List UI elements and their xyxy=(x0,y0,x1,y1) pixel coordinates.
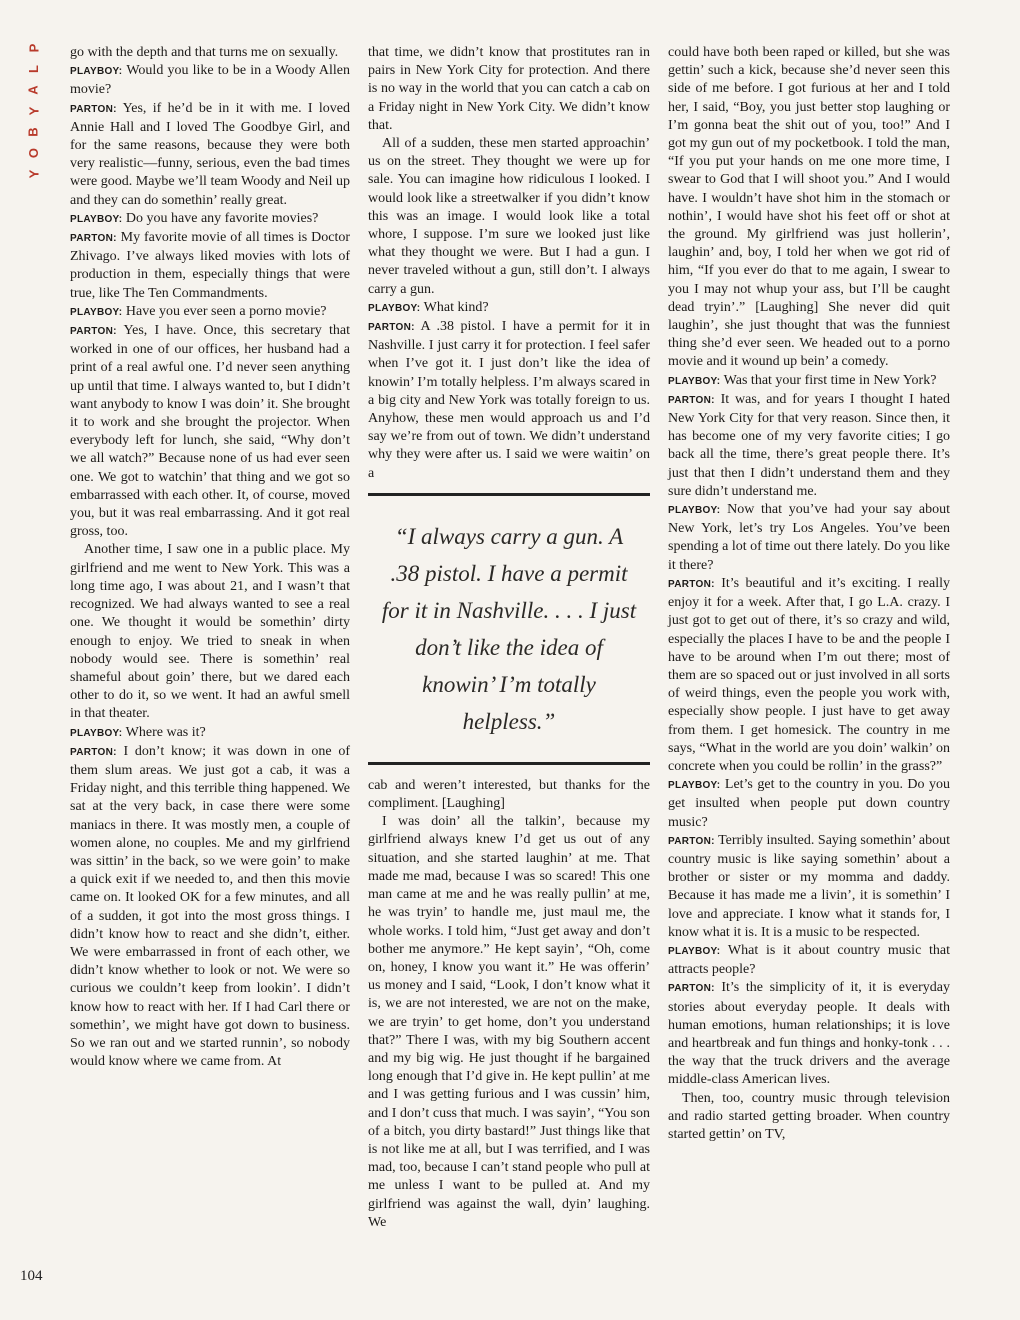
question-paragraph xyxy=(70,724,350,743)
answer-paragraph xyxy=(70,322,350,541)
paragraph-text: It was, and for years I thought I hated New York City for that very reason. Since then, it has become one of my very favorite cities; I go back all the time, there’s great people there. It’s just that then I didn’t understand them and they sure didn’t understand me. xyxy=(668,391,951,499)
paragraph-text: Now that you’ve had your say about New York, let’s try Los Angeles. You’ve been spending a lot of time out there lately. Do you like it there? xyxy=(668,502,951,573)
paragraph-text: Would you like to be in a Woody Allen movie? xyxy=(70,63,351,98)
paragraph-text: I don’t know; it was down in one of them slum areas. We just got a cab, it was a Friday night, and this terrible thing happened. We sat at the very back, in case there were some maniacs in there. It was mostly men, a couple of women alone, no couples. Me and my girlfriend was sittin’ in the back, so we were goin’ to make a quick exit if we needed to, and then this movie came on. It looked OK for a few minutes, and all of a sudden, it got into the most gross things. I didn’t know how to react and she didn’t, either. We were embarrassed in front of each other, we didn’t know whether to look or not. We were so curious we couldn’t keep from lookin’. I didn’t know how to react with her. If I had Carl there or somethin’, we might have got down to business. So we ran out and we started runnin’, so nobody would know where we came from. At xyxy=(70,743,350,1070)
question-paragraph xyxy=(70,303,350,322)
column-2 xyxy=(368,44,650,1232)
paragraph-text: Was that your first time in New York? xyxy=(723,372,937,388)
paragraph-text: Yes, if he’d be in it with me. I loved Annie Hall and I loved The Goodbye Girl, and for the same reasons, because they were both very realistic—funny, serious, even the bad times were good. Maybe we’ll team Woody and Neil up and they can do somethin’ really great. xyxy=(70,100,350,208)
answer-paragraph xyxy=(668,979,950,1089)
body-paragraph: Then, too, country music through television and radio started getting broader. When country started gettin’ on TV, xyxy=(668,1090,950,1142)
speaker-label: PARTON: xyxy=(668,835,715,847)
speaker-label: PLAYBOY: xyxy=(70,66,123,78)
column-2-top xyxy=(368,44,650,483)
speaker-label: PARTON: xyxy=(668,578,715,590)
column-3 xyxy=(668,44,950,1144)
continued-paragraph: cab and weren’t interested, but thanks for the compliment. [Laughing] xyxy=(368,777,650,812)
paragraph-text: Yes, I have. Once, this secretary that worked in one of our offices, her husband had a print of a real awful one. I’d never seen anything up until that time. I always wanted to, but I didn’t want anybody to know I was doin’ it. She brought it to work and she brought the projector. When everybody left for lunch, she said, “Why don’t we all watch?” Because none of us had ever seen one. We got to watchin’ that thing and we got so embarrassed with each other. It, of course, moved you, but it was real embarrassing. And it got real gross, too. xyxy=(70,323,350,540)
answer-paragraph xyxy=(668,391,950,501)
speaker-label: PARTON: xyxy=(70,326,117,338)
column-2-bottom xyxy=(368,777,650,1232)
question-paragraph xyxy=(668,942,950,979)
question-paragraph xyxy=(668,372,950,391)
answer-paragraph xyxy=(70,743,350,1072)
speaker-label: PARTON: xyxy=(70,233,117,245)
speaker-label: PARTON: xyxy=(668,394,715,406)
speaker-label: PLAYBOY: xyxy=(70,306,123,318)
pull-quote: “I always carry a gun. A .38 pistol. I have a permit for it in Nashville. . . . I just don’t like the idea of knowin’ I’m totally helpless.” xyxy=(368,493,650,765)
body-paragraph: I was doin’ all the talkin’, because my girlfriend always knew I’d get us out of any situation, and she started laughin’ at me. That made me mad, because I was so scared! This one man came at me and he was really pullin’ at me, he was tryin’ to handle me, just maul me, the whole works. I told him, “Just get away and don’t bother me anymore.” He kept sayin’, “Oh, come on, honey, I know you want it.” He was offerin’ us money and I said, “Look, I don’t know what it is, we are not interested, we are not on the make, we are tryin’ to get home, don’t you understand that?” There I was, with my big Southern accent and my big wig. He just thought if he bargained long enough that I’d give in. He kept pullin’ at me and I was getting furious and I was cussin’ him, and I don’t cuss that much. I was sayin’, “You son of a bitch, you dirty bastard!” Just things like that is not like me at all, but I was terrified, and I was mad, too, because I can’t stand people who pull at me unless I want to be pulled at. And my girlfriend was against the wall, dyin’ laughing. We xyxy=(368,814,650,1230)
question-paragraph xyxy=(668,776,950,832)
paragraph-text: Do you have any favorite movies? xyxy=(125,210,319,226)
masthead-letter: O xyxy=(26,147,41,159)
speaker-label: PARTON: xyxy=(70,103,117,115)
continued-paragraph: go with the depth and that turns me on sexually. xyxy=(70,45,339,60)
question-paragraph xyxy=(70,210,350,229)
paragraph-text: Terribly insulted. Saying somethin’ about country music is like saying somethin’ about a brother or sister or my momma and daddy. Because it has made me a livin’, it is somethin’ I love and appreciate. I know what it stands for, I know what it is. It is a music to be respected. xyxy=(668,832,951,940)
paragraph-text: My favorite movie of all times is Doctor Zhivago. I’ve always liked movies with lots of production in them, especially things that were true, like The Ten Commandments. xyxy=(70,230,350,301)
paragraph-text: Where was it? xyxy=(125,724,206,740)
speaker-label: PARTON: xyxy=(70,746,117,758)
answer-paragraph xyxy=(368,318,650,483)
answer-paragraph xyxy=(70,100,350,210)
paragraph-text: A .38 pistol. I have a permit for it in Nashville. I just carry it for protection. I feel safer when I’ve got it. I just don’t like the idea of knowin’ I’m totally helpless. I’m always scared in a big city and New York was totally foreign to us. Anyhow, these men would approach us and I’d say we’re from out of town. We didn’t understand why they were after us. I said we were waitin’ on a xyxy=(368,319,651,481)
page-number: 104 xyxy=(20,1268,43,1284)
speaker-label: PLAYBOY: xyxy=(70,727,123,739)
paragraph-text: Have you ever seen a porno movie? xyxy=(125,303,327,319)
question-paragraph xyxy=(368,299,650,318)
masthead-letter: L xyxy=(25,65,41,73)
masthead-letter: A xyxy=(25,85,41,95)
column-1 xyxy=(70,44,350,1071)
question-paragraph xyxy=(70,62,350,99)
body-paragraph: Another time, I saw one in a public place. My girlfriend and me went to New York. This was a long time ago, I was about 21, and I wasn’t that recognized. We had always wanted to see a real one. We thought it would be somethin’ dirty enough to enjoy. We tried to sneak in when nobody would see. There is somethin’ real shameful about goin’ there, but we dared each other to do it, so we went. It had an awful smell in that theater. xyxy=(70,542,350,722)
masthead-letter: Y xyxy=(25,169,41,179)
speaker-label: PLAYBOY: xyxy=(668,375,721,387)
speaker-label: PLAYBOY: xyxy=(368,302,421,314)
masthead-letter: P xyxy=(25,43,41,53)
masthead-letter: Y xyxy=(25,106,41,116)
body-paragraph: All of a sudden, these men started approachin’ us on the street. They thought we were up for sale. You can imagine how ridiculous I looked. I would look like a streetwalker if you didn’t know this was an image. I would look like a total whore, I suppose. I’m sure we looked just like what they thought we were. But I had a gun. I never traveled without a gun, still don’t. I always carry a gun. xyxy=(368,136,650,297)
speaker-label: PLAYBOY: xyxy=(668,945,721,957)
speaker-label: PLAYBOY: xyxy=(668,780,721,792)
speaker-label: PLAYBOY: xyxy=(668,505,721,517)
paragraph-text: It’s the simplicity of it, it is everyday stories about everyday people. It deals with human emotions, human relationships; it is love and heartbreak and fun things and honky-tonk . . . the way that the truck drivers and the average middle-class American lives. xyxy=(668,980,951,1088)
speaker-label: PARTON: xyxy=(668,983,715,995)
answer-paragraph xyxy=(668,575,950,776)
answer-paragraph xyxy=(668,832,950,942)
masthead xyxy=(22,40,46,182)
paragraph-text: It’s beautiful and it’s exciting. I really enjoy it for a week. After that, I go L.A. crazy. I just got to get out of there, it’s so crazy and wild, especially the places I have to be and the people I have to be around when I’m out there; most of them are so spaced out or just involved in all sorts of weird things, even the people you work with, especially show people. I just have to get away from them. I get homesick. The country in me says, “What in the world are you doin’ walkin’ on concrete when you could be rollin’ in the grass?” xyxy=(668,575,951,774)
continued-paragraph: could have both been raped or killed, but she was gettin’ such a kick, because she’d never seen this side of me before. I got furious at her and I told her, I said, “Boy, you just better stop laughing or I’m gonna beat the shit out of you, too!” And I got my gun out of my pocketbook. I told the man, “If you put your hands on me one more time, I swear to God that I will shoot you.” And I would have. I wouldn’t have shot him in the stomach or nothin’, I would have shot his feet off or shot at the ground. My girlfriend was just hollerin’, laughin’ and, boy, I told her when we got rid of him, “If you ever do that to me again, I swear to you I may not whup your ass, but I’ll be caught dead tryin’.” [Laughing] She never did quit laughin’, she just thought that was the funniest thing she’d ever seen. We headed out to a porno movie and it wound up bein’ a comedy. xyxy=(668,45,950,370)
speaker-label: PARTON: xyxy=(368,322,415,334)
question-paragraph xyxy=(668,501,950,575)
masthead-letter: B xyxy=(25,127,41,137)
speaker-label: PLAYBOY: xyxy=(70,213,123,225)
continued-paragraph: that time, we didn’t know that prostitutes ran in pairs in New York City for protection. And there is no way in the world that you can catch a cab on a Friday night in New York City. We didn’t know that. xyxy=(368,45,650,133)
paragraph-text: What is it about country music that attracts people? xyxy=(668,942,950,978)
answer-paragraph xyxy=(70,229,350,303)
paragraph-text: Let’s get to the country in you. Do you get insulted when people put down country music? xyxy=(668,777,950,830)
paragraph-text: What kind? xyxy=(423,299,489,315)
